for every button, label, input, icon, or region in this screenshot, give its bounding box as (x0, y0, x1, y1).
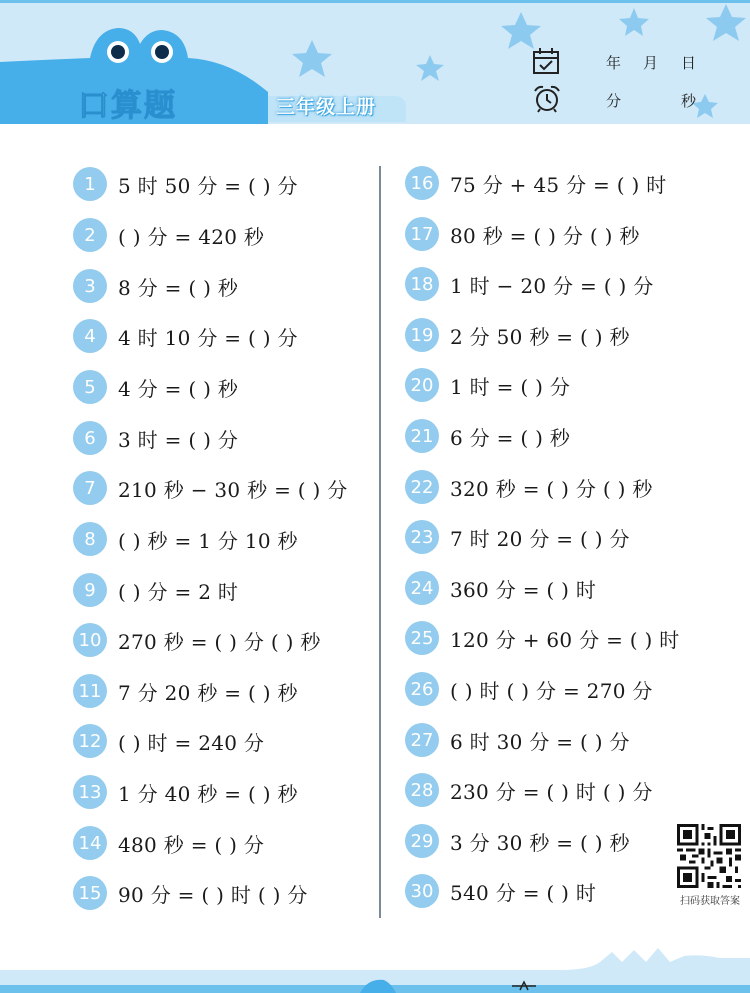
problem-expression: 270 秒 = ( ) 分 ( ) 秒 (118, 629, 321, 654)
problem-expression: ( ) 分 = 420 秒 (118, 224, 265, 249)
star-icon (619, 8, 649, 36)
problem-expression: 90 分 = ( ) 时 ( ) 分 (118, 882, 308, 907)
problem-expression: 1 时 − 20 分 = ( ) 分 (450, 273, 654, 298)
problem-expression: 80 秒 = ( ) 分 ( ) 秒 (450, 223, 640, 248)
problem-expression: 6 分 = ( ) 秒 (450, 425, 571, 450)
date-year-label: 年 (606, 54, 622, 72)
problem-expression: 230 分 = ( ) 时 ( ) 分 (450, 779, 653, 804)
problem-number-badge: 17 (405, 217, 439, 251)
problem-item (405, 216, 640, 252)
problem-number-badge: 11 (73, 674, 107, 708)
alarm-clock-icon (532, 84, 562, 114)
problem-number-badge: 1 (73, 167, 107, 201)
problem-expression: 8 分 = ( ) 秒 (118, 275, 239, 300)
problem-expression: 480 秒 = ( ) 分 (118, 832, 265, 857)
problem-item (405, 873, 596, 909)
problem-expression: 1 分 40 秒 = ( ) 秒 (118, 781, 298, 806)
problem-item (405, 418, 570, 454)
problem-expression: 75 分 + 45 分 = ( ) 时 (450, 172, 667, 197)
problem-item (73, 470, 348, 506)
problem-item (73, 622, 321, 658)
problem-item (405, 570, 596, 606)
problem-item (73, 572, 238, 608)
problem-item (73, 774, 298, 810)
problem-number-badge: 2 (73, 218, 107, 252)
problem-expression: ( ) 分 = 2 时 (118, 579, 239, 604)
problem-item (73, 268, 238, 304)
problem-number-badge: 15 (73, 876, 107, 910)
problem-item (73, 369, 238, 405)
problem-expression: 360 分 = ( ) 时 (450, 577, 597, 602)
problem-item (405, 772, 653, 808)
date-day-label: 日 (681, 54, 697, 72)
problem-expression: 7 时 20 分 = ( ) 分 (450, 526, 630, 551)
problem-number-badge: 30 (405, 874, 439, 908)
problem-number-badge: 26 (405, 672, 439, 706)
worksheet-title: 口算题 (78, 88, 177, 124)
problem-item (405, 317, 630, 353)
problem-item (405, 469, 653, 505)
problem-number-badge: 3 (73, 269, 107, 303)
problem-number-badge: 12 (73, 724, 107, 758)
problem-expression: 120 分 + 60 分 = ( ) 时 (450, 627, 680, 652)
problem-item (405, 620, 680, 656)
problem-expression: 6 时 30 分 = ( ) 分 (450, 729, 630, 754)
problem-number-badge: 6 (73, 421, 107, 455)
problem-number-badge: 21 (405, 419, 439, 453)
qr-code-icon[interactable] (677, 824, 741, 888)
problem-expression: 1 时 = ( ) 分 (450, 374, 571, 399)
problem-number-badge: 25 (405, 621, 439, 655)
problem-item (73, 825, 264, 861)
problem-item (73, 318, 298, 354)
problem-item (405, 519, 630, 555)
problem-number-badge: 20 (405, 368, 439, 402)
problem-expression: 3 分 30 秒 = ( ) 秒 (450, 830, 630, 855)
problem-item (405, 671, 653, 707)
problem-number-badge: 14 (73, 826, 107, 860)
problem-item (405, 722, 630, 758)
problem-number-badge: 4 (73, 319, 107, 353)
problem-item (405, 367, 570, 403)
problem-item (73, 521, 298, 557)
time-second-label: 秒 (681, 92, 697, 110)
problem-number-badge: 22 (405, 470, 439, 504)
problem-expression: 7 分 20 秒 = ( ) 秒 (118, 680, 298, 705)
problem-expression: 2 分 50 秒 = ( ) 秒 (450, 324, 630, 349)
problem-number-badge: 5 (73, 370, 107, 404)
problem-item (73, 673, 298, 709)
problem-item (73, 875, 308, 911)
problem-number-badge: 28 (405, 773, 439, 807)
grade-label: 三年级上册 (276, 96, 377, 118)
problem-expression: 3 时 = ( ) 分 (118, 427, 239, 452)
problem-item (405, 165, 667, 201)
problem-expression: 4 分 = ( ) 秒 (118, 376, 239, 401)
page-header (0, 0, 750, 124)
problem-number-badge: 29 (405, 824, 439, 858)
problem-number-badge: 24 (405, 571, 439, 605)
problem-number-badge: 19 (405, 318, 439, 352)
qr-caption: 扫码获取答案 (680, 896, 740, 907)
problem-number-badge: 7 (73, 471, 107, 505)
star-icon (292, 40, 332, 77)
problem-item (405, 266, 654, 302)
star-icon (501, 12, 541, 49)
date-month-label: 月 (643, 54, 659, 72)
problem-number-badge: 16 (405, 166, 439, 200)
problem-expression: 540 分 = ( ) 时 (450, 880, 597, 905)
problem-item (73, 420, 238, 456)
star-icon (706, 4, 746, 41)
problem-expression: 320 秒 = ( ) 分 ( ) 秒 (450, 476, 653, 501)
problem-item (73, 217, 264, 253)
problem-number-badge: 18 (405, 267, 439, 301)
time-minute-label: 分 (606, 92, 622, 110)
column-divider (379, 166, 381, 918)
problem-number-badge: 13 (73, 775, 107, 809)
problem-number-badge: 10 (73, 623, 107, 657)
problem-expression: 210 秒 − 30 秒 = ( ) 分 (118, 477, 348, 502)
problem-item (73, 723, 264, 759)
problem-number-badge: 23 (405, 520, 439, 554)
problem-item (405, 823, 630, 859)
problem-number-badge: 27 (405, 723, 439, 757)
problem-expression: 5 时 50 分 = ( ) 分 (118, 173, 298, 198)
calendar-icon (532, 47, 562, 75)
problem-expression: 4 时 10 分 = ( ) 分 (118, 325, 298, 350)
problem-number-badge: 9 (73, 573, 107, 607)
problem-number-badge: 8 (73, 522, 107, 556)
star-icon (416, 55, 444, 81)
problem-expression: ( ) 时 = 240 分 (118, 730, 265, 755)
footer-decoration (0, 940, 750, 993)
problem-item (73, 166, 298, 202)
problem-expression: ( ) 时 ( ) 分 = 270 分 (450, 678, 653, 703)
problem-expression: ( ) 秒 = 1 分 10 秒 (118, 528, 298, 553)
